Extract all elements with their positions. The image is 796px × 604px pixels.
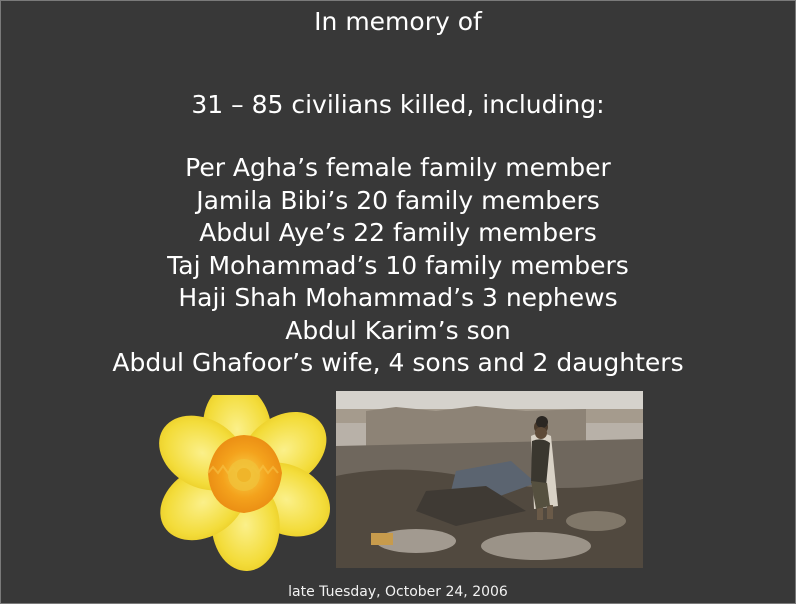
victim-list-item: Jamila Bibi’s 20 family members [196,185,600,215]
daffodil-image [156,395,338,571]
slide-title: In memory of [314,7,482,36]
victim-list-item: Haji Shah Mohammad’s 3 nephews [178,283,618,312]
victim-list-item: Abdul Karim’s son [285,315,511,345]
victim-list-item: Abdul Ghafoor’s wife, 4 sons and 2 daughters [112,348,684,377]
victim-list-item: Abdul Aye’s 22 family members [199,218,597,247]
victim-list-item: Taj Mohammad’s 10 family members [167,250,629,280]
event-date: late Tuesday, October 24, 2006 [288,584,508,600]
rubble-field-photo [336,391,643,568]
victim-list [1,152,795,380]
casualty-headline: 31 – 85 civilians killed, including: [191,90,605,119]
victim-list-item: Per Agha’s female family member [185,153,611,182]
